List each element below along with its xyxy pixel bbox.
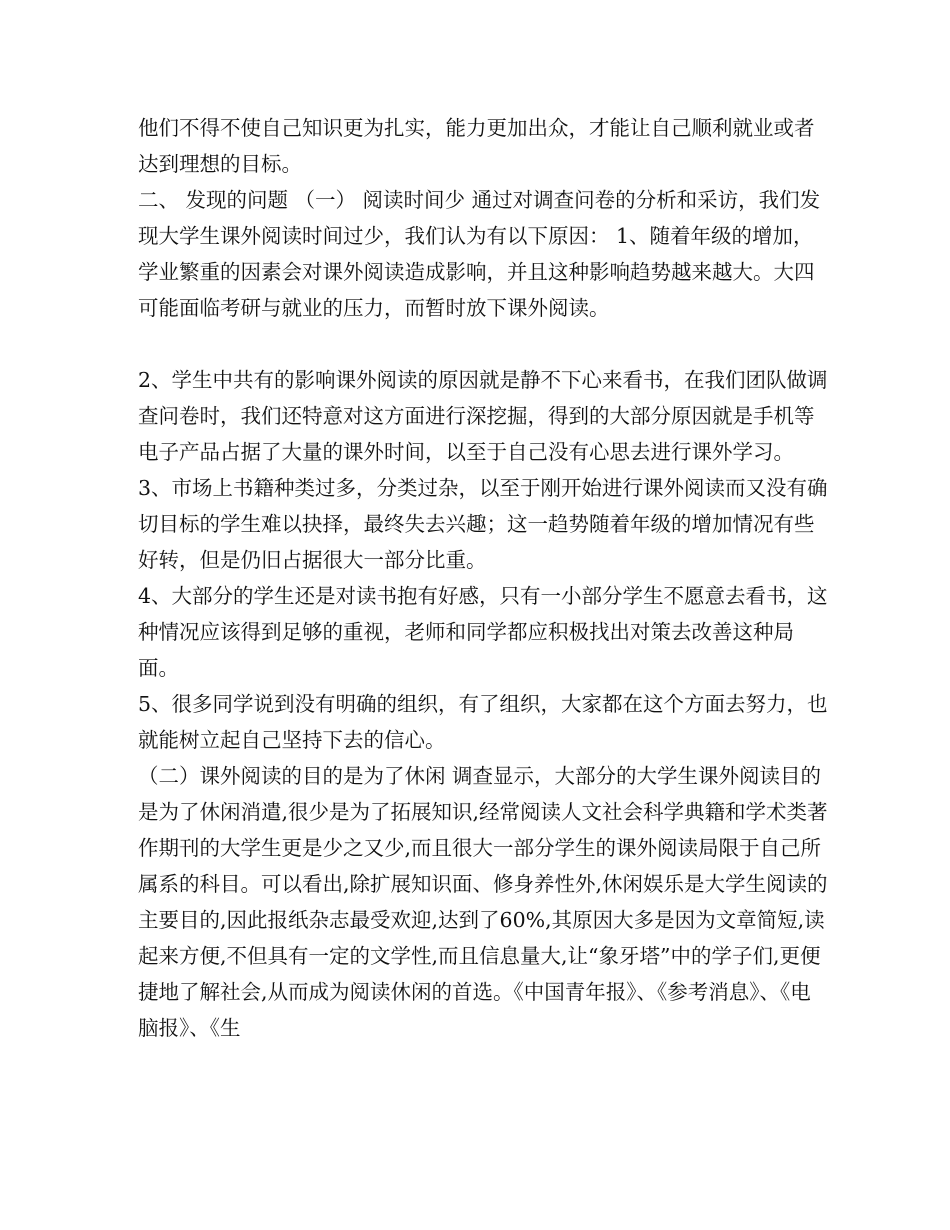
paragraph-reason-5: 5、很多同学说到没有明确的组织，有了组织，大家都在这个方面去努力，也就能树立起自己坚持下去的信心。 xyxy=(138,692,828,752)
paragraph-intro-continuation: 他们不得不使自己知识更为扎实，能力更加出众，才能让自己顺利就业或者达到理想的目标。 xyxy=(138,116,815,176)
paragraph-gap xyxy=(138,326,828,362)
paragraph-section-two-problems: 二、 发现的问题 （一） 阅读时间少 通过对调查问卷的分析和采访，我们发现大学生课外阅读时间过少，我们认为有以下原因： 1、随着年级的增加，学业繁重的因素会对课外阅读造成影响，并且这种影响趋势越来越大。大四可能面临考研与就业的压力，而暂时放下课外阅读。 xyxy=(138,188,821,320)
document-body xyxy=(138,110,828,1046)
paragraph-reading-purpose: （二）课外阅读的目的是为了休闲 调查显示，大部分的大学生课外阅读目的是为了休闲消遣,很少是为了拓展知识,经常阅读人文社会科学典籍和学术类著作期刊的大学生更是少之又少,而且很大一部分学生的课外阅读局限于自己所属系的科目。可以看出,除扩展知识面、修身养性外,休闲娱乐是大学生阅读的主要目的,因此报纸杂志最受欢迎,达到了60%,其原因大多是因为文章简短,读起来方便,不但具有一定的文学性,而且信息量大,让“象牙塔”中的学子们,更便捷地了解社会,从而成为阅读休闲的首选。《中国青年报》、《参考消息》、《电脑报》、《生 xyxy=(138,764,828,1040)
paragraph-reason-3: 3、市场上书籍种类过多，分类过杂，以至于刚开始进行课外阅读而又没有确切目标的学生难以抉择，最终失去兴趣；这一趋势随着年级的增加情况有些好转，但是仍旧占据很大一部分比重。 xyxy=(138,476,828,572)
paragraph-reason-4: 4、大部分的学生还是对读书抱有好感，只有一小部分学生不愿意去看书，这种情况应该得到足够的重视，老师和同学都应积极找出对策去改善这种局面。 xyxy=(138,584,828,680)
paragraph-reason-2: 2、学生中共有的影响课外阅读的原因就是静不下心来看书，在我们团队做调查问卷时，我们还特意对这方面进行深挖掘，得到的大部分原因就是手机等电子产品占据了大量的课外时间，以至于自己没有心思去进行课外学习。 xyxy=(138,368,828,464)
